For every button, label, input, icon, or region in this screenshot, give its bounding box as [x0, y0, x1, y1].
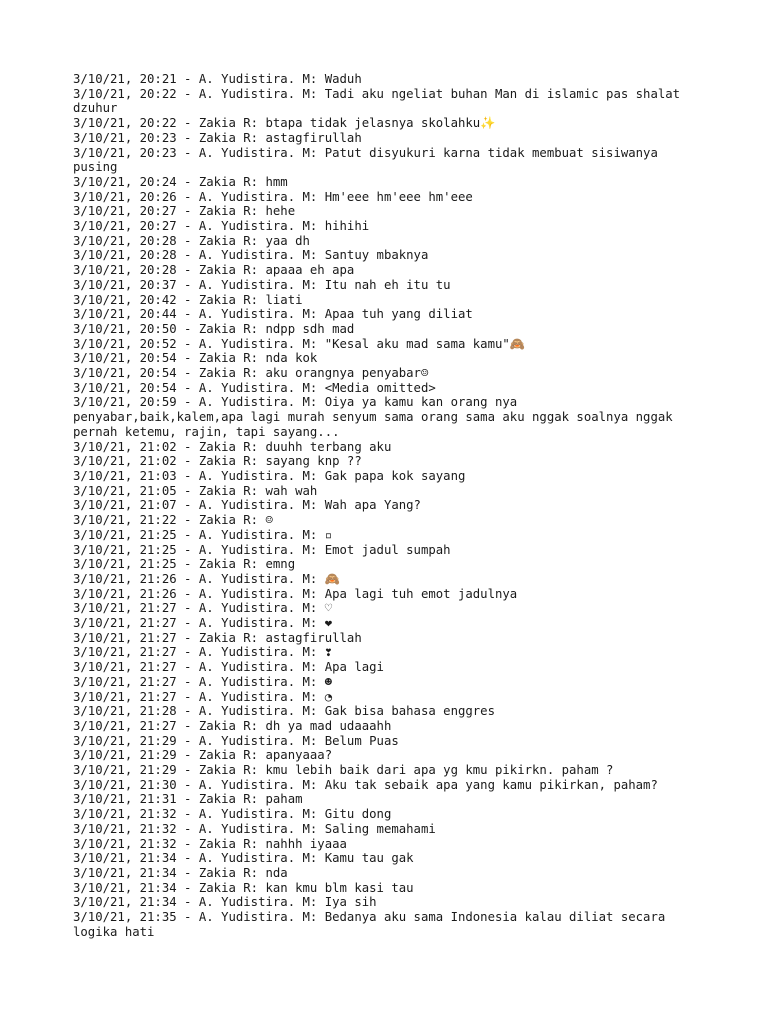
chat-message-line: 3/10/21, 21:26 - A. Yudistira. M: Apa lagi tuh emot jadulnya: [73, 586, 518, 601]
chat-message-line: 3/10/21, 21:27 - A. Yudistira. M: ☻: [73, 674, 333, 689]
chat-message-line: 3/10/21, 20:24 - Zakia R: hmm: [73, 174, 288, 189]
chat-message-line: 3/10/21, 20:22 - A. Yudistira. M: Tadi aku ngeliat buhan Man di islamic pas shalat dzuhur: [73, 86, 681, 116]
chat-message-line: 3/10/21, 21:27 - A. Yudistira. M: ❣: [73, 645, 333, 660]
chat-message-line: 3/10/21, 21:27 - Zakia R: astagfirullah: [73, 630, 362, 645]
chat-message-line: 3/10/21, 20:27 - Zakia R: hehe: [73, 204, 296, 219]
chat-message-line: 3/10/21, 21:32 - A. Yudistira. M: Saling memahami: [73, 821, 436, 836]
chat-message-line: 3/10/21, 21:27 - A. Yudistira. M: ◔: [73, 689, 333, 704]
chat-message-line: 3/10/21, 21:25 - Zakia R: emng: [73, 557, 296, 572]
chat-message-line: 3/10/21, 20:23 - A. Yudistira. M: Patut disyukuri karna tidak membuat sisiwanya pusing: [73, 145, 658, 175]
chat-message-line: 3/10/21, 21:29 - Zakia R: apanyaaa?: [73, 748, 333, 763]
document-page: [73, 72, 703, 939]
chat-message-line: 3/10/21, 20:23 - Zakia R: astagfirullah: [73, 130, 362, 145]
chat-message-line: 3/10/21, 21:32 - A. Yudistira. M: Gitu dong: [73, 807, 392, 822]
chat-message-line: 3/10/21, 21:29 - A. Yudistira. M: Belum Puas: [73, 733, 399, 748]
chat-message-line: 3/10/21, 20:28 - Zakia R: apaaa eh apa: [73, 263, 355, 278]
chat-log: [73, 72, 703, 939]
chat-message-line: 3/10/21, 21:31 - Zakia R: paham: [73, 792, 303, 807]
chat-message-line: 3/10/21, 21:34 - A. Yudistira. M: Iya sih: [73, 895, 377, 910]
chat-message-line: 3/10/21, 20:42 - Zakia R: liati: [73, 292, 303, 307]
chat-message-line: 3/10/21, 20:50 - Zakia R: ndpp sdh mad: [73, 321, 355, 336]
chat-message-line: 3/10/21, 21:29 - Zakia R: kmu lebih baik dari apa yg kmu pikirkn. paham ?: [73, 763, 614, 778]
chat-message-line: 3/10/21, 21:05 - Zakia R: wah wah: [73, 483, 318, 498]
chat-message-line: 3/10/21, 21:27 - A. Yudistira. M: ♡: [73, 601, 333, 616]
chat-message-line: 3/10/21, 21:27 - A. Yudistira. M: Apa lagi: [73, 660, 384, 675]
chat-message-line: 3/10/21, 21:27 - Zakia R: dh ya mad udaaahh: [73, 718, 392, 733]
chat-message-line: 3/10/21, 20:37 - A. Yudistira. M: Itu nah eh itu tu: [73, 277, 451, 292]
chat-message-line: 3/10/21, 20:28 - A. Yudistira. M: Santuy mbaknya: [73, 248, 429, 263]
chat-message-line: 3/10/21, 21:34 - A. Yudistira. M: Kamu tau gak: [73, 851, 414, 866]
chat-message-line: 3/10/21, 21:28 - A. Yudistira. M: Gak bisa bahasa enggres: [73, 704, 495, 719]
chat-message-line: 3/10/21, 20:59 - A. Yudistira. M: Oiya ya kamu kan orang nya penyabar,baik,kalem,apa lagi murah senyum sama orang sama aku nggak soalnya nggak pernah ketemu, rajin, tapi sayang...: [73, 395, 673, 439]
chat-message-line: 3/10/21, 21:02 - Zakia R: sayang knp ??: [73, 454, 362, 469]
chat-message-line: 3/10/21, 20:26 - A. Yudistira. M: Hm'eee hm'eee hm'eee: [73, 189, 473, 204]
chat-message-line: 3/10/21, 21:30 - A. Yudistira. M: Aku tak sebaik apa yang kamu pikirkan, paham?: [73, 777, 658, 792]
chat-message-line: 3/10/21, 20:22 - Zakia R: btapa tidak jelasnya skolahku✨: [73, 116, 496, 131]
chat-message-line: 3/10/21, 21:25 - A. Yudistira. M: ▫: [73, 527, 333, 542]
chat-message-line: 3/10/21, 20:54 - A. Yudistira. M: <Media omitted>: [73, 380, 436, 395]
chat-message-line: 3/10/21, 21:07 - A. Yudistira. M: Wah apa Yang?: [73, 498, 421, 513]
chat-message-line: 3/10/21, 20:21 - A. Yudistira. M: Waduh: [73, 72, 362, 86]
chat-message-line: 3/10/21, 21:26 - A. Yudistira. M: 🙈: [73, 571, 341, 586]
chat-message-line: 3/10/21, 20:44 - A. Yudistira. M: Apaa tuh yang diliat: [73, 307, 473, 322]
chat-message-line: 3/10/21, 21:27 - A. Yudistira. M: ❤: [73, 616, 333, 631]
chat-message-line: 3/10/21, 20:28 - Zakia R: yaa dh: [73, 233, 310, 248]
chat-message-line: 3/10/21, 20:52 - A. Yudistira. M: "Kesal aku mad sama kamu"🙈: [73, 336, 526, 351]
chat-message-line: 3/10/21, 21:34 - Zakia R: nda: [73, 865, 288, 880]
chat-message-line: 3/10/21, 21:32 - Zakia R: nahhh iyaaa: [73, 836, 347, 851]
chat-message-line: 3/10/21, 20:27 - A. Yudistira. M: hihihi: [73, 219, 370, 234]
chat-message-line: 3/10/21, 20:54 - Zakia R: nda kok: [73, 351, 318, 366]
chat-message-line: 3/10/21, 20:54 - Zakia R: aku orangnya penyabar☺: [73, 366, 429, 381]
chat-message-line: 3/10/21, 21:35 - A. Yudistira. M: Bedanya aku sama Indonesia kalau diliat secara logika hati: [73, 910, 666, 939]
chat-message-line: 3/10/21, 21:22 - Zakia R: ☺: [73, 513, 273, 528]
chat-message-line: 3/10/21, 21:34 - Zakia R: kan kmu blm kasi tau: [73, 880, 414, 895]
chat-message-line: 3/10/21, 21:02 - Zakia R: duuhh terbang aku: [73, 439, 392, 454]
chat-message-line: 3/10/21, 21:03 - A. Yudistira. M: Gak papa kok sayang: [73, 468, 466, 483]
chat-message-line: 3/10/21, 21:25 - A. Yudistira. M: Emot jadul sumpah: [73, 542, 451, 557]
